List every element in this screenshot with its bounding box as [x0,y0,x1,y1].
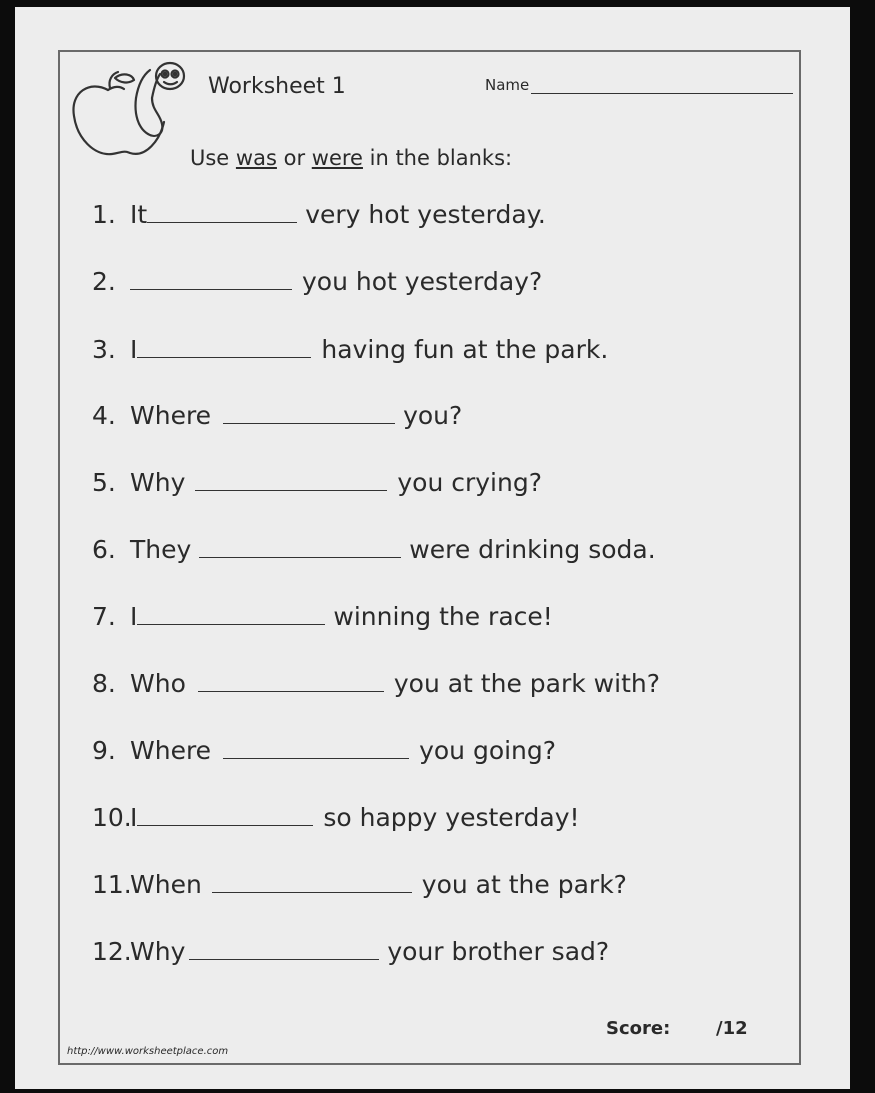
answer-blank[interactable] [198,669,384,692]
question-number: 3. [92,335,116,364]
question-after: were drinking soda. [409,535,656,564]
answer-blank[interactable] [137,602,325,625]
question-7 [92,602,553,632]
answer-blank[interactable] [199,535,401,558]
question-number: 11. [92,870,132,899]
question-before: Who [130,669,186,698]
instructions-prefix: Use [190,146,236,170]
question-number: 4. [92,401,116,430]
question-number: 9. [92,736,116,765]
question-number: 2. [92,267,116,296]
name-field-line[interactable] [531,93,793,94]
question-before: Where [130,401,212,430]
question-after: you at the park? [421,870,627,899]
question-9 [92,736,556,766]
question-before: They [130,535,192,564]
question-after: so happy yesterday! [323,803,580,832]
question-after: you crying? [397,468,542,497]
question-after: winning the race! [333,602,553,631]
question-after: you? [403,401,463,430]
question-after: your brother sad? [387,937,610,966]
answer-blank[interactable] [189,937,379,960]
instructions-word-were: were [311,146,363,170]
score-total: /12 [716,1018,748,1039]
question-number: 10. [92,803,132,832]
answer-blank[interactable] [223,736,409,759]
question-after: you hot yesterday? [302,267,543,296]
question-number: 12. [92,937,132,966]
question-2 [92,267,542,297]
question-after: having fun at the park. [321,335,609,364]
question-before: I [130,335,138,364]
question-number: 5. [92,468,116,497]
worksheet-title: Worksheet 1 [208,74,346,99]
answer-blank[interactable] [130,267,292,290]
answer-blank[interactable] [212,870,412,893]
answer-blank[interactable] [137,803,313,826]
question-11 [92,870,627,900]
question-3 [92,335,608,365]
instructions-middle: or [276,146,312,170]
question-6 [92,535,656,565]
question-before: I [130,803,138,832]
question-12 [92,937,609,967]
question-number: 6. [92,535,116,564]
instructions [190,146,512,170]
question-number: 7. [92,602,116,631]
question-number: 1. [92,200,116,229]
question-8 [92,669,660,699]
answer-blank[interactable] [137,335,311,358]
name-label: Name [485,76,530,94]
answer-blank[interactable] [195,468,387,491]
question-5 [92,468,542,498]
source-url: http://www.worksheetplace.com [67,1046,229,1057]
question-4 [92,401,462,431]
question-before: Why [130,937,186,966]
question-before: Why [130,468,186,497]
question-after: you going? [419,736,557,765]
question-after: very hot yesterday. [305,200,546,229]
apple-worm-icon [60,58,195,163]
score-label: Score: [606,1018,671,1039]
question-after: you at the park with? [393,669,660,698]
question-10 [92,803,580,833]
answer-blank[interactable] [147,200,297,223]
question-1 [92,200,546,230]
instructions-suffix: in the blanks: [362,146,513,170]
answer-blank[interactable] [223,401,395,424]
question-before: It [130,200,148,229]
question-before: I [130,602,138,631]
question-before: When [130,870,202,899]
question-before: Where [130,736,212,765]
question-number: 8. [92,669,116,698]
instructions-word-was: was [235,146,277,170]
